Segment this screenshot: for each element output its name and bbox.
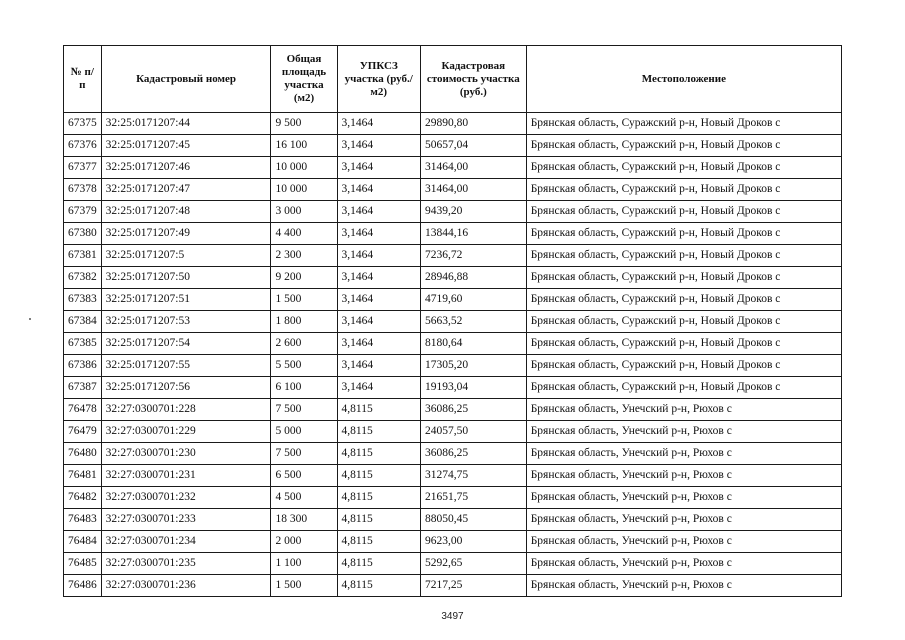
cell-cadastral-cost: 21651,75: [420, 487, 526, 509]
cell-cadastral-number: 32:27:0300701:235: [101, 553, 271, 575]
cell-cadastral-cost: 4719,60: [420, 289, 526, 311]
table-row: [64, 113, 842, 135]
cell-cadastral-number: 32:25:0171207:48: [101, 201, 271, 223]
table-row: [64, 421, 842, 443]
cell-total-area: 18 300: [271, 509, 337, 531]
cell-cadastral-cost: 5663,52: [420, 311, 526, 333]
table-row: [64, 201, 842, 223]
cell-cadastral-cost: 19193,04: [420, 377, 526, 399]
cell-cadastral-number: 32:27:0300701:229: [101, 421, 271, 443]
cell-upksz: 3,1464: [337, 157, 420, 179]
cell-cadastral-cost: 8180,64: [420, 333, 526, 355]
cell-cadastral-number: 32:25:0171207:50: [101, 267, 271, 289]
cell-location: Брянская область, Суражский р-н, Новый Дроков с: [526, 179, 841, 201]
cell-location: Брянская область, Суражский р-н, Новый Дроков с: [526, 223, 841, 245]
cell-num: 76478: [64, 399, 102, 421]
cell-num: 67382: [64, 267, 102, 289]
table-row: [64, 267, 842, 289]
cadastral-value-table: [63, 45, 842, 597]
cell-location: Брянская область, Суражский р-н, Новый Дроков с: [526, 333, 841, 355]
cell-cadastral-number: 32:27:0300701:228: [101, 399, 271, 421]
cell-cadastral-number: 32:27:0300701:230: [101, 443, 271, 465]
cell-upksz: 3,1464: [337, 267, 420, 289]
table-row: [64, 509, 842, 531]
cell-num: 67375: [64, 113, 102, 135]
table-body: [64, 113, 842, 597]
cell-location: Брянская область, Унечский р-н, Рюхов с: [526, 399, 841, 421]
cell-upksz: 3,1464: [337, 311, 420, 333]
cell-cadastral-number: 32:27:0300701:236: [101, 575, 271, 597]
cell-location: Брянская область, Суражский р-н, Новый Дроков с: [526, 355, 841, 377]
cell-total-area: 6 100: [271, 377, 337, 399]
cell-upksz: 3,1464: [337, 377, 420, 399]
cell-cadastral-cost: 13844,16: [420, 223, 526, 245]
cell-upksz: 3,1464: [337, 245, 420, 267]
cell-cadastral-cost: 31464,00: [420, 157, 526, 179]
cell-cadastral-number: 32:25:0171207:47: [101, 179, 271, 201]
cell-upksz: 4,8115: [337, 531, 420, 553]
cell-upksz: 4,8115: [337, 421, 420, 443]
cell-num: 76484: [64, 531, 102, 553]
cell-num: 76482: [64, 487, 102, 509]
cell-total-area: 2 600: [271, 333, 337, 355]
cell-location: Брянская область, Унечский р-н, Рюхов с: [526, 421, 841, 443]
cell-total-area: 3 000: [271, 201, 337, 223]
cell-upksz: 4,8115: [337, 509, 420, 531]
cell-cadastral-cost: 7236,72: [420, 245, 526, 267]
cell-location: Брянская область, Унечский р-н, Рюхов с: [526, 443, 841, 465]
cell-location: Брянская область, Унечский р-н, Рюхов с: [526, 575, 841, 597]
cell-upksz: 3,1464: [337, 135, 420, 157]
cell-location: Брянская область, Унечский р-н, Рюхов с: [526, 553, 841, 575]
cell-cadastral-number: 32:25:0171207:44: [101, 113, 271, 135]
cell-num: 67376: [64, 135, 102, 157]
cell-location: Брянская облaсть, Суражский р-н, Новый Дроков с: [526, 135, 841, 157]
cell-location: Брянская область, Унечский р-н, Рюхов с: [526, 487, 841, 509]
cell-upksz: 3,1464: [337, 179, 420, 201]
cell-num: 76480: [64, 443, 102, 465]
cell-location: Брянская область, Суражский р-н, Новый Дроков с: [526, 113, 841, 135]
cell-total-area: 4 400: [271, 223, 337, 245]
table-row: [64, 443, 842, 465]
table-row: [64, 179, 842, 201]
cell-cadastral-cost: 24057,50: [420, 421, 526, 443]
table-row: [64, 531, 842, 553]
cell-num: 67386: [64, 355, 102, 377]
cell-cadastral-number: 32:25:0171207:46: [101, 157, 271, 179]
cell-total-area: 2 300: [271, 245, 337, 267]
table-row: [64, 223, 842, 245]
cell-upksz: 4,8115: [337, 487, 420, 509]
cell-total-area: 16 100: [271, 135, 337, 157]
cell-upksz: 3,1464: [337, 223, 420, 245]
cell-num: 67385: [64, 333, 102, 355]
cell-cadastral-number: 32:27:0300701:233: [101, 509, 271, 531]
cell-cadastral-cost: 7217,25: [420, 575, 526, 597]
cell-num: 67378: [64, 179, 102, 201]
header-upksz: УПКСЗ участка (руб./м2): [337, 46, 420, 113]
cell-num: 67381: [64, 245, 102, 267]
cell-num: 67379: [64, 201, 102, 223]
cell-cadastral-number: 32:25:0171207:56: [101, 377, 271, 399]
header-cadastral-cost: Кадастровая стоимость участка (руб.): [420, 46, 526, 113]
header-cadastral-number: Кадастровый номер: [101, 46, 271, 113]
header-location: Местоположение: [526, 46, 841, 113]
cell-cadastral-cost: 17305,20: [420, 355, 526, 377]
cell-cadastral-number: 32:27:0300701:231: [101, 465, 271, 487]
cell-num: 76483: [64, 509, 102, 531]
cell-total-area: 1 800: [271, 311, 337, 333]
cell-upksz: 3,1464: [337, 333, 420, 355]
cell-upksz: 3,1464: [337, 289, 420, 311]
cell-upksz: 4,8115: [337, 465, 420, 487]
table-row: [64, 377, 842, 399]
cell-num: 67383: [64, 289, 102, 311]
cell-location: Брянская область, Суражский р-н, Новый Дроков с: [526, 289, 841, 311]
cell-cadastral-number: 32:25:0171207:53: [101, 311, 271, 333]
table-row: [64, 157, 842, 179]
cell-cadastral-cost: 29890,80: [420, 113, 526, 135]
cell-total-area: 1 100: [271, 553, 337, 575]
cell-upksz: 4,8115: [337, 575, 420, 597]
cell-cadastral-cost: 5292,65: [420, 553, 526, 575]
cell-location: Брянская область, Унечский р-н, Рюхов с: [526, 509, 841, 531]
table-row: [64, 135, 842, 157]
cell-total-area: 7 500: [271, 443, 337, 465]
cell-total-area: 2 000: [271, 531, 337, 553]
table-row: [64, 553, 842, 575]
header-total-area: Общая площадь участка (м2): [271, 46, 337, 113]
cell-total-area: 10 000: [271, 179, 337, 201]
cell-total-area: 4 500: [271, 487, 337, 509]
cell-cadastral-number: 32:25:0171207:51: [101, 289, 271, 311]
cell-num: 76486: [64, 575, 102, 597]
cell-num: 67380: [64, 223, 102, 245]
table-row: [64, 355, 842, 377]
cell-total-area: 5 000: [271, 421, 337, 443]
cell-location: Брянская область, Суражский р-н, Новый Дроков с: [526, 377, 841, 399]
cell-location: Брянская область, Суражский р-н, Новый Дроков с: [526, 201, 841, 223]
table-row: [64, 465, 842, 487]
cell-upksz: 3,1464: [337, 355, 420, 377]
cell-total-area: 9 500: [271, 113, 337, 135]
cell-location: Брянская область, Суражский р-н, Новый Дроков с: [526, 311, 841, 333]
cell-upksz: 4,8115: [337, 399, 420, 421]
table-row: [64, 289, 842, 311]
cell-location: Брянская область, Унечский р-н, Рюхов с: [526, 465, 841, 487]
cell-total-area: 9 200: [271, 267, 337, 289]
cell-cadastral-cost: 28946,88: [420, 267, 526, 289]
cell-location: Брянская область, Суражский р-н, Новый Дроков с: [526, 245, 841, 267]
cell-cadastral-cost: 50657,04: [420, 135, 526, 157]
cell-total-area: 1 500: [271, 289, 337, 311]
cell-total-area: 1 500: [271, 575, 337, 597]
cell-cadastral-cost: 9439,20: [420, 201, 526, 223]
cell-num: 67377: [64, 157, 102, 179]
cell-cadastral-number: 32:25:0171207:54: [101, 333, 271, 355]
cell-location: Брянская область, Суражский р-н, Новый Дроков с: [526, 267, 841, 289]
cell-cadastral-number: 32:27:0300701:234: [101, 531, 271, 553]
cell-cadastral-number: 32:25:0171207:45: [101, 135, 271, 157]
cell-cadastral-cost: 31464,00: [420, 179, 526, 201]
cell-cadastral-cost: 36086,25: [420, 443, 526, 465]
cell-num: 76479: [64, 421, 102, 443]
table-row: [64, 487, 842, 509]
cell-total-area: 7 500: [271, 399, 337, 421]
cell-cadastral-cost: 36086,25: [420, 399, 526, 421]
cell-num: 67384: [64, 311, 102, 333]
cell-total-area: 5 500: [271, 355, 337, 377]
table-row: [64, 575, 842, 597]
cell-upksz: 4,8115: [337, 553, 420, 575]
cell-cadastral-number: 32:25:0171207:5: [101, 245, 271, 267]
table-header-row: [64, 46, 842, 113]
table-row: [64, 333, 842, 355]
table-row: [64, 311, 842, 333]
cell-cadastral-number: 32:25:0171207:55: [101, 355, 271, 377]
table-row: [64, 245, 842, 267]
cell-num: 76481: [64, 465, 102, 487]
cell-cadastral-number: 32:27:0300701:232: [101, 487, 271, 509]
cell-location: Брянская область, Суражский р-н, Новый Дроков с: [526, 157, 841, 179]
cell-cadastral-cost: 9623,00: [420, 531, 526, 553]
header-num: № п/п: [64, 46, 102, 113]
cell-num: 76485: [64, 553, 102, 575]
cell-cadastral-cost: 31274,75: [420, 465, 526, 487]
page-number: 3497: [441, 611, 464, 622]
cell-upksz: 3,1464: [337, 201, 420, 223]
cell-upksz: 3,1464: [337, 113, 420, 135]
stray-dot-mark: [29, 318, 31, 320]
cell-cadastral-number: 32:25:0171207:49: [101, 223, 271, 245]
cell-location: Брянская область, Унечский р-н, Рюхов с: [526, 531, 841, 553]
cell-upksz: 4,8115: [337, 443, 420, 465]
cell-cadastral-cost: 88050,45: [420, 509, 526, 531]
cell-total-area: 6 500: [271, 465, 337, 487]
table-row: [64, 399, 842, 421]
cell-total-area: 10 000: [271, 157, 337, 179]
cell-num: 67387: [64, 377, 102, 399]
